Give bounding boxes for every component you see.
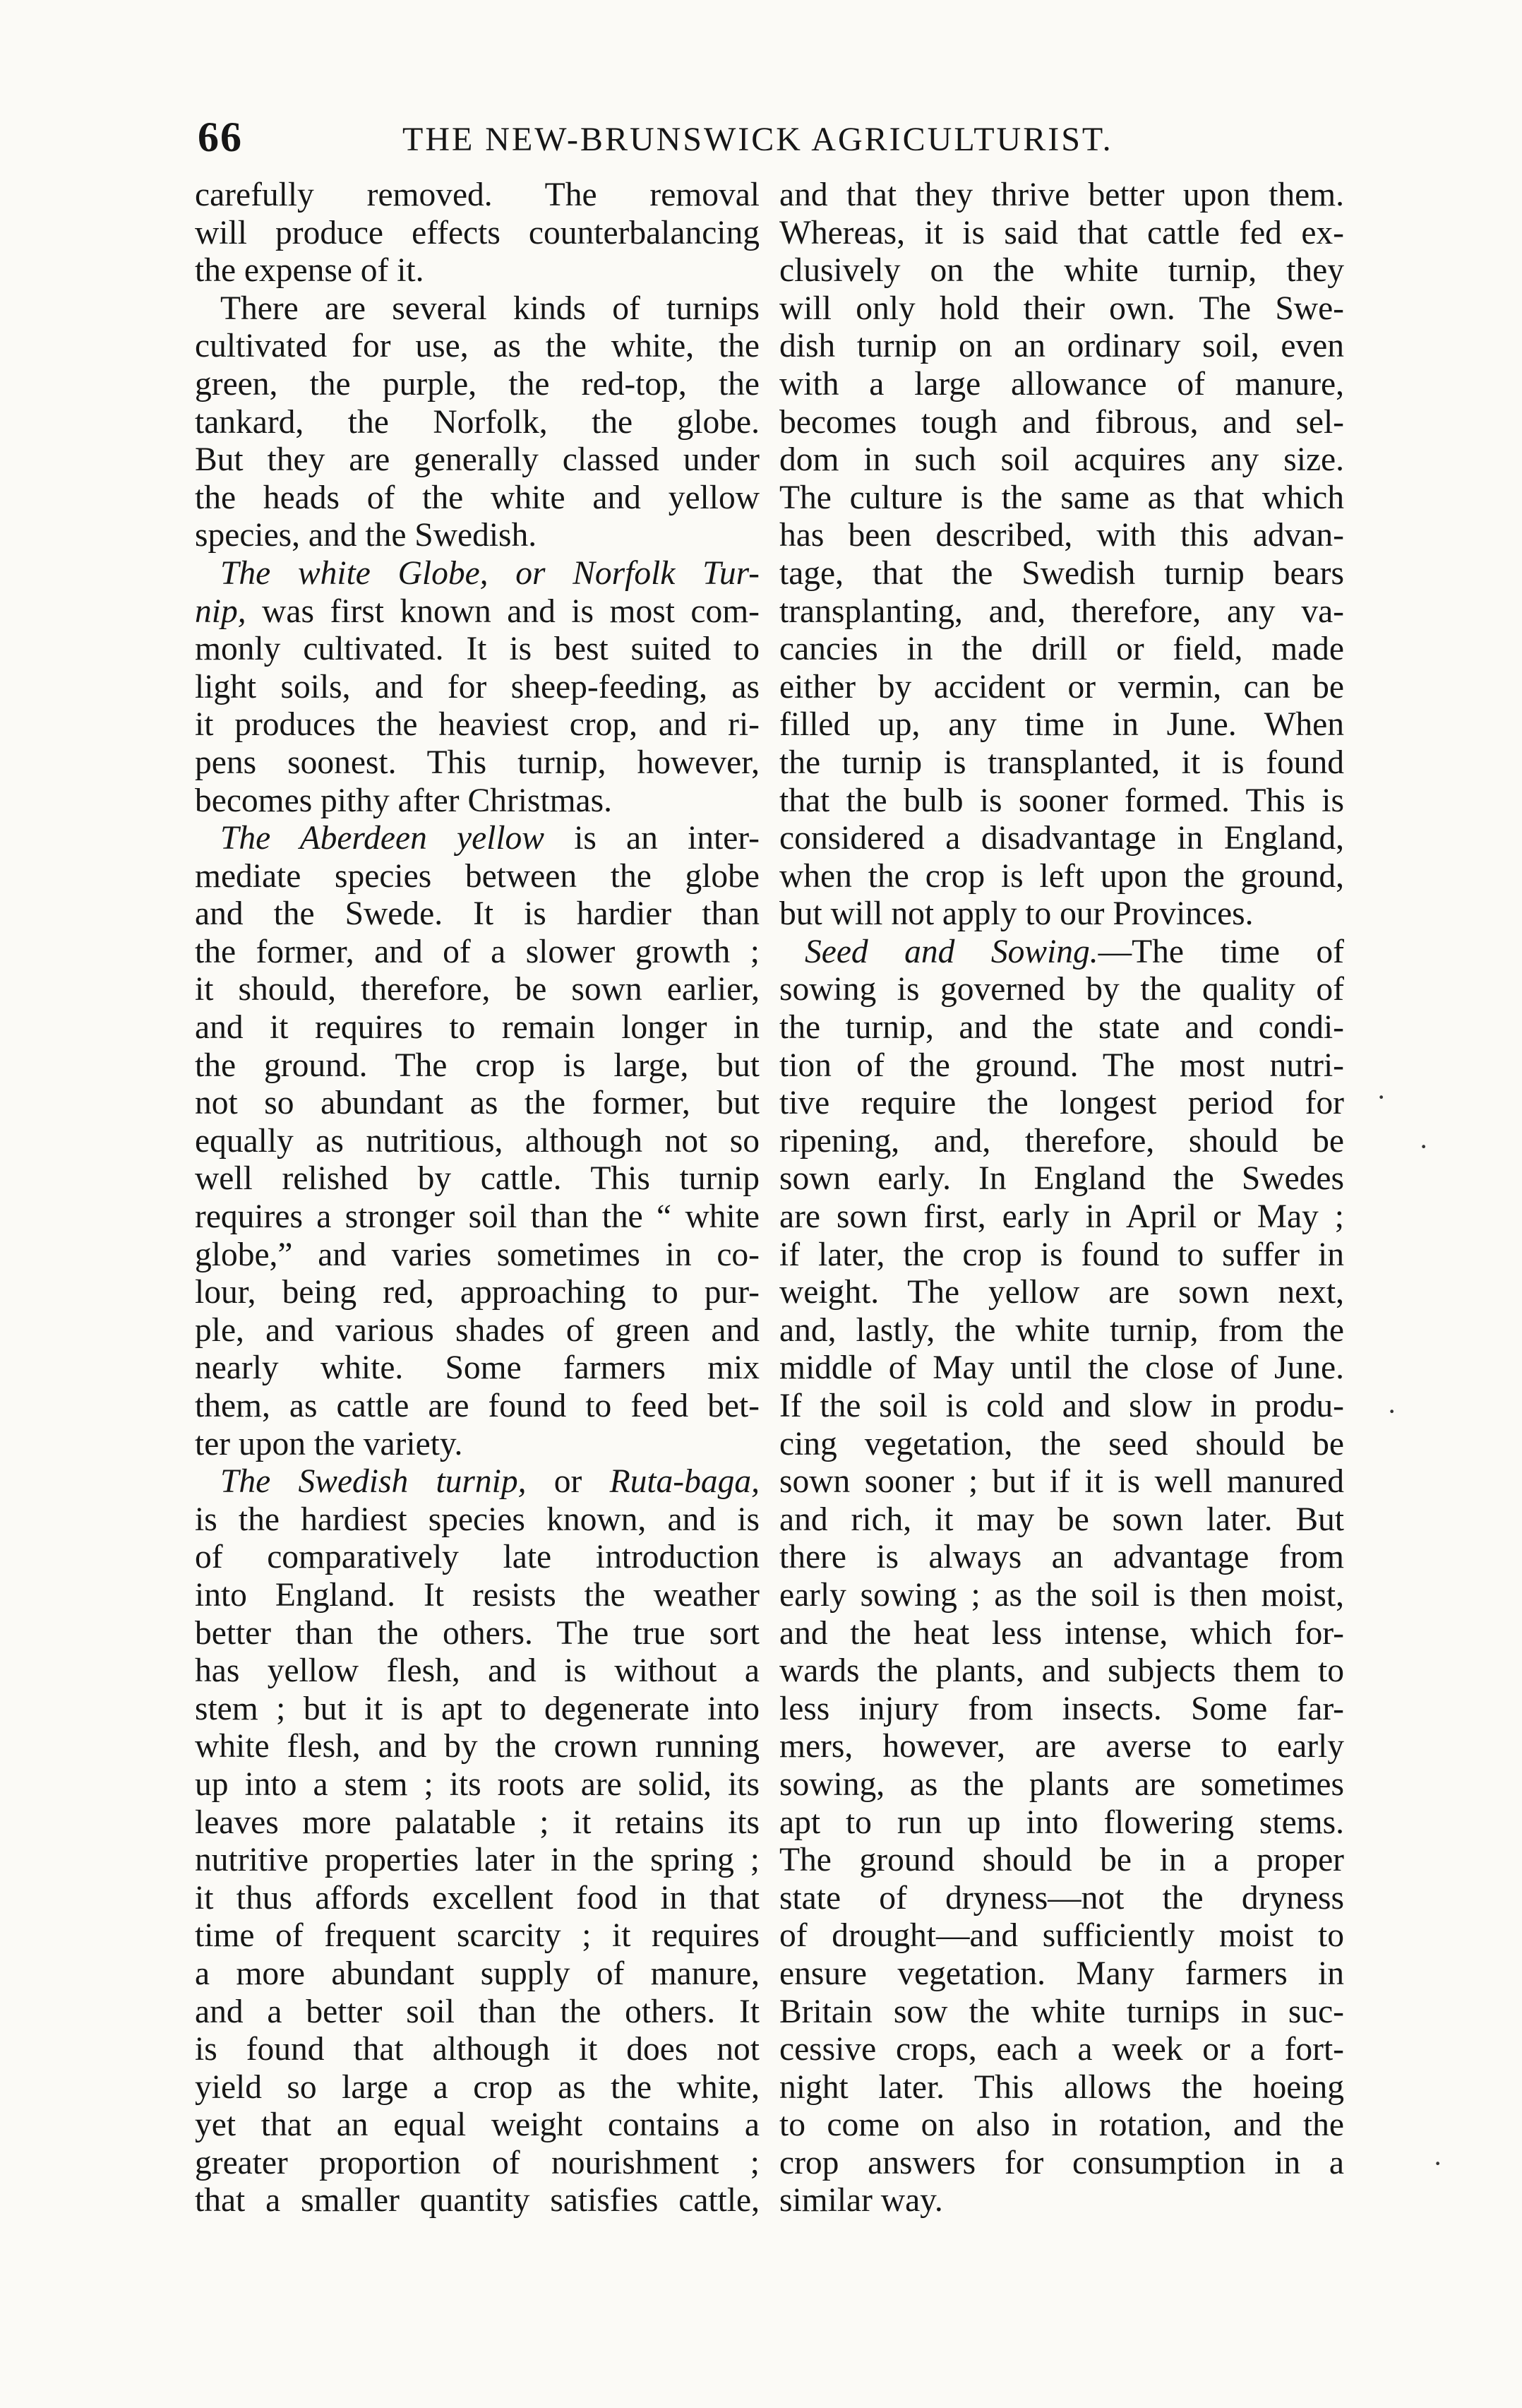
text-run: not so abundant as the former, but: [195, 1085, 760, 1122]
text-run: a more abundant supply of manure,: [195, 1955, 760, 1992]
text-line: [779, 631, 1344, 669]
text-run: The ground should be in a proper: [779, 1842, 1344, 1879]
text-run: But they are generally classed under: [195, 441, 760, 479]
text-line: [195, 1426, 760, 1464]
text-line: [779, 895, 1344, 934]
text-run: apt to run up into flowering stems.: [779, 1804, 1344, 1841]
text-run: them, as cattle are found to feed bet-: [195, 1388, 760, 1424]
text-run: The culture is the same as that which: [779, 479, 1344, 516]
text-line: [195, 1198, 760, 1236]
text-run: and a better soil than the others. It: [195, 1993, 760, 2030]
text-line: [195, 934, 760, 972]
text-run: crop answers for consumption in a: [779, 2144, 1344, 2181]
text-run: ter upon the variety.: [195, 1425, 463, 1462]
text-line: [195, 1312, 760, 1350]
text-line: [195, 404, 760, 442]
text-line: [779, 1047, 1344, 1085]
text-line: [779, 1804, 1344, 1842]
text-run: ensure vegetation. Many farmers in: [779, 1955, 1344, 1992]
text-run: it thus affords excellent food in that: [195, 1879, 760, 1917]
ink-speck: ·: [1433, 2147, 1443, 2179]
text-run: when the crop is left upon the ground,: [779, 857, 1344, 895]
text-run: sowing, as the plants are sometimes: [779, 1765, 1344, 1803]
text-run: pens soonest. This turnip, however,: [195, 744, 760, 781]
text-run: nutritive properties later in the spring ;: [195, 1842, 760, 1879]
text-line: [195, 1917, 760, 1955]
text-run: weight. The yellow are sown next,: [779, 1274, 1344, 1311]
text-line: [779, 593, 1344, 631]
text-run: night later. This allows the hoeing: [779, 2068, 1344, 2106]
italic-run: Seed and Sowing.: [805, 933, 1098, 970]
text-line: [779, 1652, 1344, 1691]
text-line: [195, 1349, 760, 1388]
text-run: will only hold their own. The Swe-: [779, 290, 1344, 327]
text-line: [779, 1388, 1344, 1426]
text-line: [195, 1652, 760, 1691]
text-run: are sown first, early in April or May ;: [779, 1198, 1344, 1236]
text-run: Britain sow the white turnips in suc-: [779, 1993, 1344, 2030]
text-run: Whereas, it is said that cattle fed ex-: [779, 214, 1344, 251]
text-line: [779, 744, 1344, 782]
text-line: [195, 1804, 760, 1842]
text-run: stem ; but it is apt to degenerate into: [195, 1690, 760, 1727]
text-line: [195, 2145, 760, 2183]
italic-run: The Aberdeen yellow: [220, 820, 544, 857]
text-line: [779, 2069, 1344, 2107]
text-line: [195, 1615, 760, 1653]
text-line: [779, 290, 1344, 328]
text-line: [779, 328, 1344, 366]
text-line: [779, 366, 1344, 404]
left-column: [195, 177, 760, 2220]
text-line: [779, 1426, 1344, 1464]
text-line: [195, 1009, 760, 1047]
text-line: [779, 1577, 1344, 1615]
text-run: mers, however, are averse to early: [779, 1728, 1344, 1765]
text-run: was first known and is most com-: [246, 592, 760, 630]
text-run: similar way.: [779, 2182, 943, 2219]
text-line: [779, 1085, 1344, 1123]
text-run: There are several kinds of turnips: [220, 290, 760, 327]
text-run: the ground. The crop is large, but: [195, 1047, 760, 1084]
text-run: monly cultivated. It is best suited to: [195, 631, 760, 668]
text-run: will produce effects counterbalancing: [195, 214, 760, 251]
text-run: —The time of: [1098, 933, 1344, 970]
text-run: tage, that the Swedish turnip bears: [779, 554, 1344, 592]
text-line: [779, 1312, 1344, 1350]
text-line: [195, 555, 760, 593]
text-run: there is always an advantage from: [779, 1539, 1344, 1576]
text-line: [779, 2145, 1344, 2183]
text-run: that the bulb is sooner formed. This is: [779, 782, 1344, 819]
text-run: but will not apply to our Provinces.: [779, 895, 1254, 933]
text-run: green, the purple, the red-top, the: [195, 365, 760, 403]
running-title: THE NEW-BRUNSWICK AGRICULTURIST.: [402, 121, 1113, 158]
text-line: [195, 177, 760, 215]
text-line: [779, 1160, 1344, 1198]
text-line: [195, 1236, 760, 1275]
text-line: [779, 1880, 1344, 1918]
text-line: [195, 631, 760, 669]
text-line: [779, 706, 1344, 744]
text-run: with a large allowance of manure,: [779, 365, 1344, 403]
text-run: and that they thrive better upon them.: [779, 177, 1344, 213]
text-line: [195, 669, 760, 707]
text-run: to come on also in rotation, and the: [779, 2106, 1344, 2144]
text-line: [195, 1880, 760, 1918]
text-run: the turnip, and the state and condi-: [779, 1009, 1344, 1047]
text-line: [195, 328, 760, 366]
text-run: dom in such soil acquires any size.: [779, 441, 1344, 479]
text-run: less injury from insects. Some far-: [779, 1690, 1344, 1727]
text-line: [195, 252, 760, 290]
text-line: [195, 441, 760, 479]
text-line: [779, 1842, 1344, 1880]
text-line: [779, 2182, 1344, 2220]
text-line: [779, 1501, 1344, 1539]
text-run: clusively on the white turnip, they: [779, 252, 1344, 290]
text-line: [195, 1463, 760, 1501]
text-line: [195, 1388, 760, 1426]
text-line: [779, 177, 1344, 215]
text-run: mediate species between the globe: [195, 857, 760, 895]
text-line: [195, 858, 760, 896]
text-run: sowing is governed by the quality of: [779, 971, 1344, 1008]
ink-speck: ·: [1377, 1081, 1386, 1113]
text-line: [779, 971, 1344, 1009]
text-line: [195, 215, 760, 253]
text-run: considered a disadvantage in England,: [779, 820, 1344, 857]
text-line: [779, 1274, 1344, 1312]
italic-run: The Swedish turnip,: [220, 1463, 527, 1501]
text-run: or: [526, 1463, 610, 1501]
text-line: [779, 252, 1344, 290]
text-line: [779, 1728, 1344, 1766]
text-line: [195, 2106, 760, 2145]
text-line: [195, 1728, 760, 1766]
text-run: the heads of the white and yellow: [195, 479, 760, 516]
text-run: either by accident or vermin, can be: [779, 668, 1344, 705]
text-run: If the soil is cold and slow in produ-: [779, 1388, 1344, 1424]
text-run: middle of May until the close of June.: [779, 1349, 1344, 1387]
text-line: [779, 1009, 1344, 1047]
text-line: [779, 1349, 1344, 1388]
text-line: [779, 1236, 1344, 1275]
text-run: globe,” and varies sometimes in co-: [195, 1236, 760, 1273]
text-run: the former, and of a slower growth ;: [195, 933, 760, 970]
text-line: [195, 820, 760, 858]
text-run: state of dryness—not the dryness: [779, 1879, 1344, 1917]
text-run: ripening, and, therefore, should be: [779, 1122, 1344, 1160]
text-run: cultivated for use, as the white, the: [195, 328, 760, 365]
text-line: [779, 1993, 1344, 2032]
text-run: yet that an equal weight contains a: [195, 2106, 760, 2144]
text-run: into England. It resists the weather: [195, 1576, 760, 1614]
text-run: nearly white. Some farmers mix: [195, 1349, 760, 1387]
text-run: tive require the longest period for: [779, 1085, 1344, 1122]
text-line: [195, 971, 760, 1009]
text-run: cing vegetation, the seed should be: [779, 1425, 1344, 1462]
text-run: early sowing ; as the soil is then moist,: [779, 1576, 1344, 1614]
text-run: has been described, with this advan-: [779, 517, 1344, 554]
text-line: [195, 1993, 760, 2032]
text-run: is the hardiest species known, and is: [195, 1501, 760, 1538]
text-line: [779, 1917, 1344, 1955]
ink-speck: ·: [1419, 1131, 1429, 1162]
ink-speck: ·: [1387, 1395, 1397, 1427]
text-line: [195, 1539, 760, 1577]
italic-run: nip,: [195, 592, 246, 630]
text-line: [195, 366, 760, 404]
right-column: [779, 177, 1344, 2220]
text-run: has yellow flesh, and is without a: [195, 1652, 760, 1690]
text-line: [779, 479, 1344, 518]
text-line: [195, 1842, 760, 1880]
text-run: wards the plants, and subjects them to: [779, 1652, 1344, 1690]
text-line: [195, 1955, 760, 1993]
text-run: and the Swede. It is hardier than: [195, 895, 760, 933]
text-line: [195, 517, 760, 555]
text-line: [195, 744, 760, 782]
text-line: [779, 1123, 1344, 1161]
text-run: tankard, the Norfolk, the globe.: [195, 403, 760, 441]
text-line: [195, 1501, 760, 1539]
text-line: [195, 895, 760, 934]
text-line: [779, 441, 1344, 479]
text-line: [195, 593, 760, 631]
text-line: [779, 2106, 1344, 2145]
text-run: equally as nutritious, although not so: [195, 1122, 760, 1160]
text-line: [779, 1463, 1344, 1501]
text-run: and rich, it may be sown later. But: [779, 1501, 1344, 1538]
text-line: [195, 1123, 760, 1161]
text-line: [779, 1955, 1344, 1993]
text-run: leaves more palatable ; it retains its: [195, 1804, 760, 1841]
text-line: [195, 479, 760, 518]
text-line: [779, 555, 1344, 593]
italic-run: The white Globe, or Norfolk Tur-: [220, 554, 760, 592]
text-run: is found that although it does not: [195, 2031, 760, 2068]
text-run: ple, and various shades of green and: [195, 1311, 760, 1349]
text-line: [195, 1160, 760, 1198]
text-run: yield so large a crop as the white,: [195, 2068, 760, 2106]
text-run: filled up, any time in June. When: [779, 706, 1344, 744]
text-line: [195, 1766, 760, 1804]
text-run: requires a stronger soil than the “ white: [195, 1198, 760, 1236]
text-run: becomes tough and fibrous, and sel-: [779, 403, 1344, 441]
text-run: dish turnip on an ordinary soil, even: [779, 328, 1344, 365]
text-line: [779, 782, 1344, 821]
text-run: time of frequent scarcity ; it requires: [195, 1917, 760, 1955]
text-run: becomes pithy after Christmas.: [195, 782, 612, 819]
text-run: it produces the heaviest crop, and ri-: [195, 706, 760, 744]
text-run: and, lastly, the white turnip, from the: [779, 1311, 1344, 1349]
text-run: light soils, and for sheep-feeding, as: [195, 668, 760, 705]
text-run: cessive crops, each a week or a fort-: [779, 2031, 1344, 2068]
text-line: [195, 782, 760, 821]
text-run: of drought—and sufficiently moist to: [779, 1917, 1344, 1955]
text-line: [779, 669, 1344, 707]
text-run: up into a stem ; its roots are solid, its: [195, 1765, 760, 1803]
text-run: it should, therefore, be sown earlier,: [195, 971, 760, 1008]
page-header: [176, 113, 1341, 162]
text-run: the turnip is transplanted, it is found: [779, 744, 1344, 781]
text-run: white flesh, and by the crown running: [195, 1728, 760, 1765]
text-line: [779, 934, 1344, 972]
text-line: [779, 1198, 1344, 1236]
text-line: [195, 1047, 760, 1085]
text-line: [779, 1539, 1344, 1577]
text-run: cancies in the drill or field, made: [779, 631, 1344, 668]
text-line: [195, 2031, 760, 2069]
text-run: is an inter-: [544, 820, 760, 857]
text-line: [195, 2069, 760, 2107]
text-run: the expense of it.: [195, 252, 424, 290]
text-run: and it requires to remain longer in: [195, 1009, 760, 1047]
text-line: [195, 290, 760, 328]
text-run: lour, being red, approaching to pur-: [195, 1274, 760, 1311]
text-run: tion of the ground. The most nutri-: [779, 1047, 1344, 1084]
text-line: [195, 706, 760, 744]
text-run: transplanting, and, therefore, any va-: [779, 592, 1344, 630]
text-line: [779, 517, 1344, 555]
text-run: sown early. In England the Swedes: [779, 1160, 1344, 1198]
text-run: species, and the Swedish.: [195, 517, 537, 554]
text-line: [779, 2031, 1344, 2069]
text-line: [195, 2182, 760, 2220]
text-line: [195, 1274, 760, 1312]
page-number: 66: [198, 114, 243, 160]
text-line: [779, 1691, 1344, 1729]
text-line: [195, 1577, 760, 1615]
text-run: and the heat less intense, which for-: [779, 1614, 1344, 1652]
text-run: carefully removed. The removal: [195, 177, 760, 213]
text-line: [779, 820, 1344, 858]
text-line: [779, 404, 1344, 442]
text-line: [195, 1085, 760, 1123]
text-run: well relished by cattle. This turnip: [195, 1160, 760, 1198]
text-run: greater proportion of nourishment ;: [195, 2144, 760, 2181]
text-run: if later, the crop is found to suffer in: [779, 1236, 1344, 1273]
text-run: sown sooner ; but if it is well manured: [779, 1463, 1344, 1501]
italic-run: Ruta-baga,: [609, 1463, 760, 1501]
text-line: [779, 1615, 1344, 1653]
text-line: [779, 215, 1344, 253]
text-line: [779, 1766, 1344, 1804]
text-run: of comparatively late introduction: [195, 1539, 760, 1576]
text-line: [195, 1691, 760, 1729]
text-line: [779, 858, 1344, 896]
text-run: better than the others. The true sort: [195, 1614, 760, 1652]
text-run: that a smaller quantity satisfies cattle,: [195, 2182, 760, 2219]
